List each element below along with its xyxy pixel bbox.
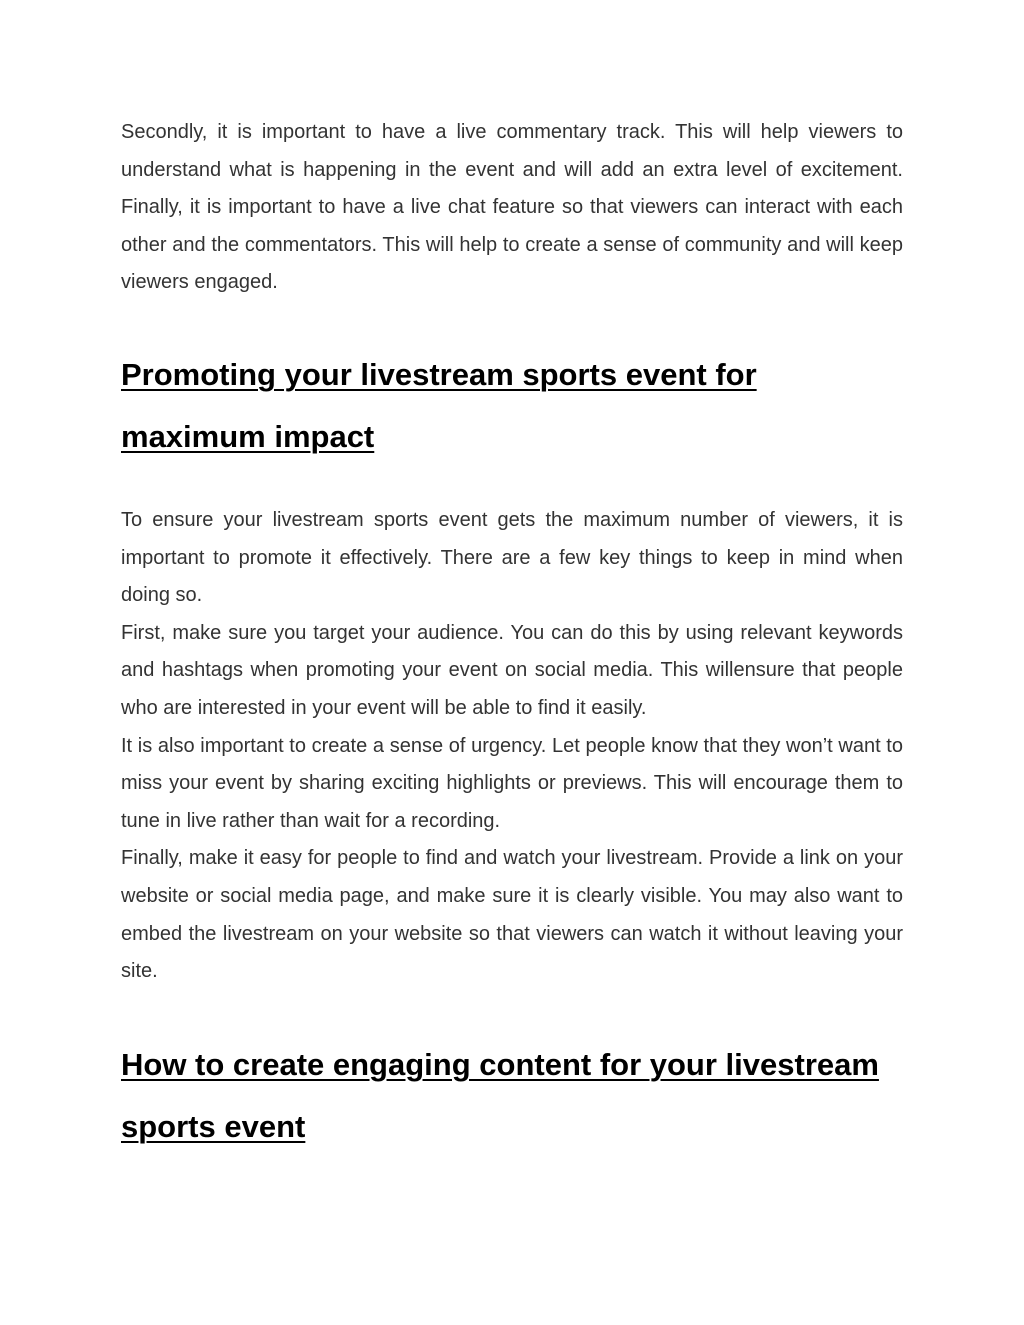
document-page — [121, 114, 903, 1159]
paragraph-sense-of-urgency: It is also important to create a sense of urgency. Let people know that they won’t want to miss your event by sharing exciting highlights or previews. This will encourage them to tune in live rather than wait for a recording. — [121, 734, 903, 832]
paragraph-easy-to-find: Finally, make it easy for people to find and watch your livestream. Provide a link on your website or social media page, and make sure it is clearly visible. You may also want to embed the livestream on your website so that viewers can watch it without leaving your site. — [121, 847, 903, 983]
paragraph-promote-effectively: To ensure your livestream sports event gets the maximum number of viewers, it is important to promote it effectively. There are a few key things to keep in mind when doing so. — [121, 508, 903, 607]
section-heading-promoting: Promoting your livestream sports event for maximum impact — [121, 356, 757, 455]
section-heading-engaging-content: How to create engaging content for your livestream sports event — [121, 1046, 879, 1145]
intro-paragraph: Secondly, it is important to have a live commentary track. This will help viewers to understand what is happening in the event and will add an extra level of excitement. Finally, it is important to have a live chat feature so that viewers can interact with each other and the commentators. This will help to create a sense of community and will keep viewers engaged. — [121, 121, 903, 294]
paragraph-target-audience: First, make sure you target your audience. You can do this by using relevant keywords and hashtags when promoting your event on social media. This willensure that people who are interested in your event will be able to find it easily. — [121, 621, 903, 719]
